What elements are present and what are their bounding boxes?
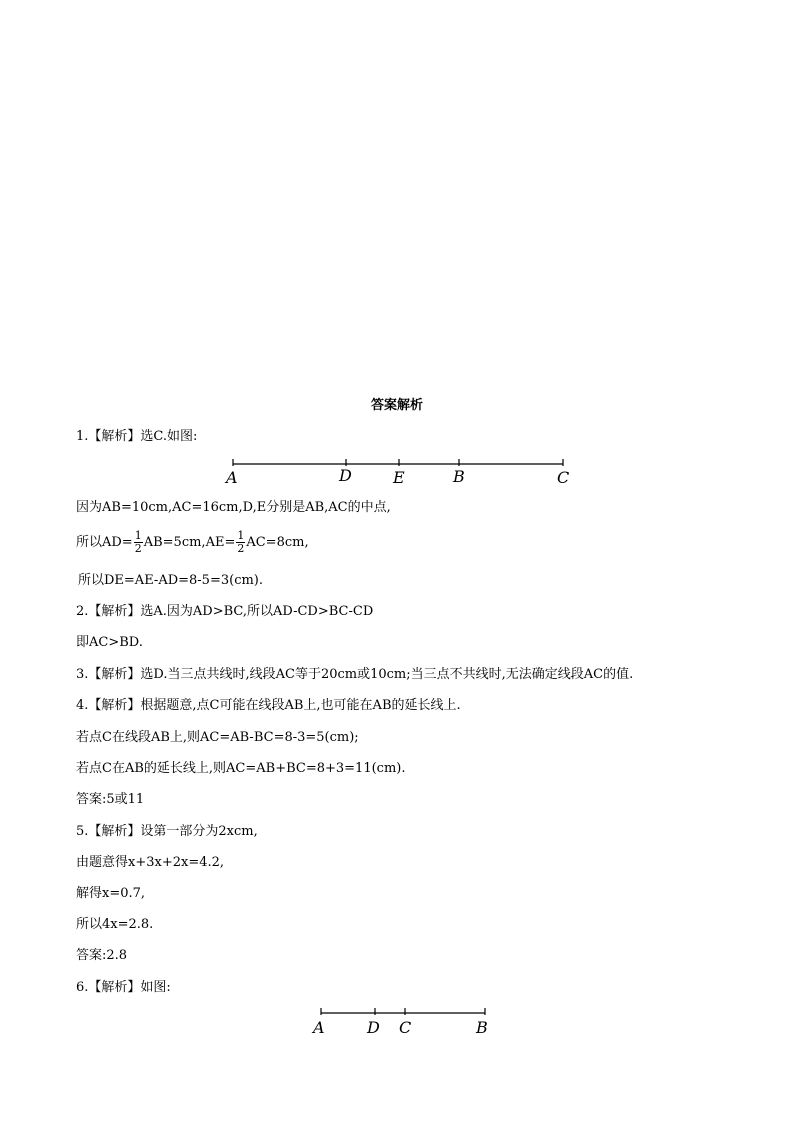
q6-label-d: D <box>367 1018 380 1037</box>
fraction-half-2 <box>236 530 245 555</box>
q1-label-a: A <box>226 468 238 487</box>
q4-line1: 若点C在线段AB上,则AC=AB-BC=8-3=5(cm); <box>76 730 359 745</box>
q1-line2-mid: AB=5cm,AE= <box>143 535 236 550</box>
q1-label-c: C <box>557 468 570 487</box>
fraction-numerator: 1 <box>237 529 245 542</box>
q2-line1: 即AC>BD. <box>76 635 143 650</box>
q4-line2: 若点C在AB的延长线上,则AC=AB+BC=8+3=11(cm). <box>76 761 406 776</box>
q3-head: 3.【解析】选D.当三点共线时,线段AC等于20cm或10cm;当三点不共线时,无法确定线段AC的值. <box>76 667 634 682</box>
q5-line1: 由题意得x+3x+2x=4.2, <box>76 855 225 870</box>
fraction-half-1 <box>134 530 143 555</box>
q1-line3: 所以DE=AE-AD=8-5=3(cm). <box>78 573 264 588</box>
fraction-denominator: 2 <box>237 542 245 555</box>
q4-answer: 答案:5或11 <box>76 792 145 807</box>
q1-head: 1.【解析】选C.如图: <box>76 429 198 444</box>
q1-label-b: B <box>453 467 465 486</box>
q5-line2: 解得x=0.7, <box>76 886 146 901</box>
fraction-denominator: 2 <box>134 542 142 555</box>
q1-line2 <box>76 530 309 555</box>
q6-label-a: A <box>313 1018 325 1037</box>
q1-line2-pre: 所以AD= <box>76 535 133 550</box>
q5-head: 5.【解析】设第一部分为2xcm, <box>76 824 258 839</box>
q5-line3: 所以4x=2.8. <box>76 917 154 932</box>
q5-answer: 答案:2.8 <box>76 948 128 963</box>
q1-label-d: D <box>339 466 352 485</box>
q6-head: 6.【解析】如图: <box>76 980 171 995</box>
q6-label-b: B <box>476 1018 488 1037</box>
page-title: 答案解析 <box>370 398 423 413</box>
q1-line2-post: AC=8cm, <box>246 535 309 550</box>
q1-label-e: E <box>393 468 405 487</box>
q1-line1: 因为AB=10cm,AC=16cm,D,E分别是AB,AC的中点, <box>76 500 391 515</box>
q4-head: 4.【解析】根据题意,点C可能在线段AB上,也可能在AB的延长线上. <box>76 698 461 713</box>
q2-head: 2.【解析】选A.因为AD>BC,所以AD-CD>BC-CD <box>76 604 374 619</box>
fraction-numerator: 1 <box>134 529 142 542</box>
q6-label-c: C <box>399 1018 412 1037</box>
